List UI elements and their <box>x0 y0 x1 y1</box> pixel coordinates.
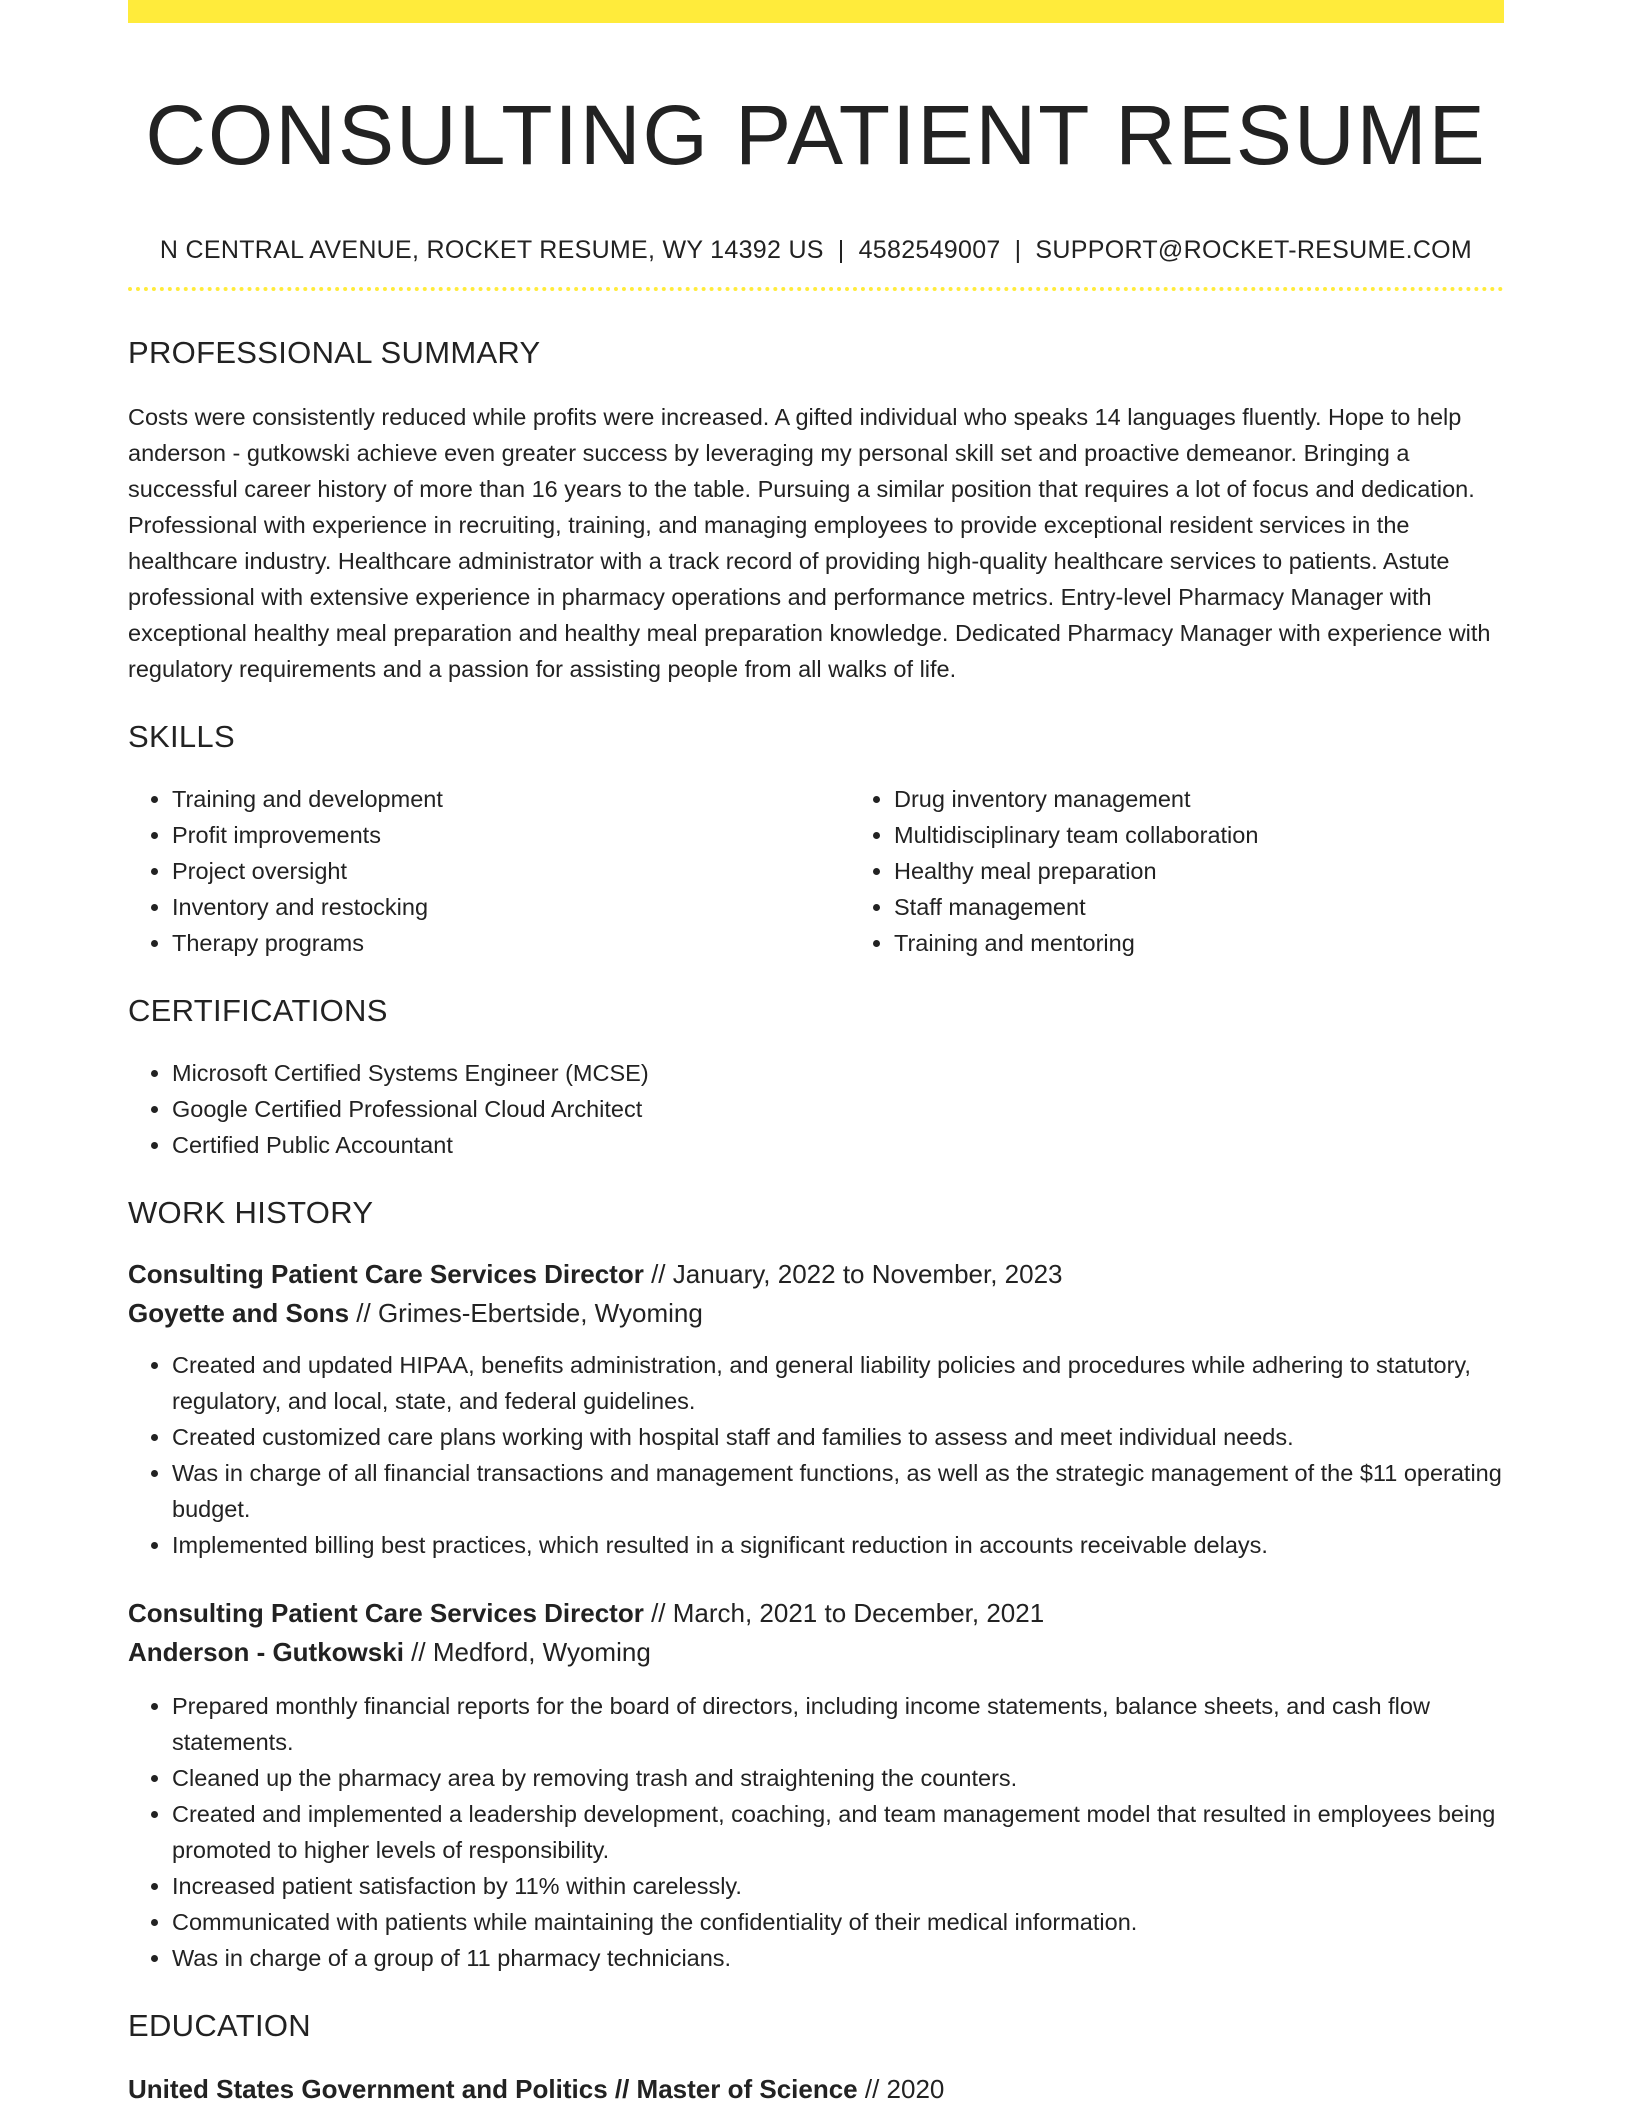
contact-email: SUPPORT@ROCKET-RESUME.COM <box>1035 236 1473 264</box>
job-company-line <box>128 1294 1504 1333</box>
list-item: • Certified Public Accountant <box>172 1127 1504 1163</box>
job-entry-2 <box>128 1594 1504 1976</box>
list-item: • Training and development <box>172 781 850 817</box>
contact-phone: 4582549007 <box>858 236 1001 264</box>
education-heading: EDUCATION <box>128 2008 311 2043</box>
job-title: Consulting Patient Care Services Director <box>128 1598 644 1628</box>
job-bullets <box>128 1347 1504 1563</box>
list-item: • Training and mentoring <box>894 925 1572 961</box>
list-item: • Healthy meal preparation <box>894 853 1572 889</box>
job-dates: // March, 2021 to December, 2021 <box>651 1598 1045 1628</box>
list-item: • Communicated with patients while maintaining the confidentiality of their medical information. <box>172 1904 1504 1940</box>
skills-grid <box>128 757 1504 961</box>
list-item: • Staff management <box>894 889 1572 925</box>
list-item: • Prepared monthly financial reports for the board of directors, including income statements, balance sheets, and cash flow statements. <box>172 1688 1504 1760</box>
list-item: • Cleaned up the pharmacy area by removing trash and straightening the counters. <box>172 1760 1504 1796</box>
certifications-list <box>128 1055 1504 1163</box>
job-dates: // January, 2022 to November, 2023 <box>651 1259 1063 1289</box>
skills-heading: SKILLS <box>128 719 235 754</box>
job-title-line <box>128 1255 1504 1294</box>
skills-list-right <box>850 781 1572 961</box>
dotted-divider <box>128 287 1504 291</box>
job-company-line <box>128 1633 1504 1672</box>
education-year: // 2020 <box>864 2074 945 2104</box>
work-history-heading: WORK HISTORY <box>128 1195 374 1230</box>
list-item: • Created and implemented a leadership development, coaching, and team management model that resulted in employees being promoted to higher levels of responsibility. <box>172 1796 1504 1868</box>
summary-heading: PROFESSIONAL SUMMARY <box>128 335 541 370</box>
list-item: • Therapy programs <box>172 925 850 961</box>
job-title-line <box>128 1594 1504 1633</box>
list-item: • Google Certified Professional Cloud Architect <box>172 1091 1504 1127</box>
contact-separator: | <box>1014 236 1022 264</box>
list-item: • Was in charge of all financial transactions and management functions, as well as the strategic management of the $11 operating budget. <box>172 1455 1504 1527</box>
list-item: • Drug inventory management <box>894 781 1572 817</box>
skills-list-left <box>128 781 850 961</box>
contact-separator: | <box>837 236 845 264</box>
accent-top-bar <box>128 0 1504 23</box>
job-location: // Medford, Wyoming <box>411 1637 651 1667</box>
job-entry-1 <box>128 1255 1504 1563</box>
list-item: • Implemented billing best practices, which resulted in a significant reduction in accounts receivable delays. <box>172 1527 1504 1563</box>
job-title: Consulting Patient Care Services Director <box>128 1259 644 1289</box>
list-item: • Inventory and restocking <box>172 889 850 925</box>
list-item: • Created and updated HIPAA, benefits administration, and general liability policies and procedures while adhering to statutory, regulatory, and local, state, and federal guidelines. <box>172 1347 1504 1419</box>
list-item: • Increased patient satisfaction by 11% within carelessly. <box>172 1868 1504 1904</box>
page-title: CONSULTING PATIENT RESUME <box>145 88 1487 182</box>
education-entry <box>128 2070 1504 2109</box>
list-item: • Project oversight <box>172 853 850 889</box>
contact-line <box>128 235 1504 265</box>
list-item: • Multidisciplinary team collaboration <box>894 817 1572 853</box>
list-item: • Profit improvements <box>172 817 850 853</box>
list-item: • Microsoft Certified Systems Engineer (MCSE) <box>172 1055 1504 1091</box>
resume-content <box>128 23 1504 2109</box>
contact-address: N CENTRAL AVENUE, ROCKET RESUME, WY 14392 US <box>159 236 824 264</box>
list-item: • Was in charge of a group of 11 pharmacy technicians. <box>172 1940 1504 1976</box>
job-bullets <box>128 1688 1504 1976</box>
job-company: Goyette and Sons <box>128 1298 350 1328</box>
job-location: // Grimes-Ebertside, Wyoming <box>356 1298 703 1328</box>
job-company: Anderson - Gutkowski <box>128 1637 404 1667</box>
education-degree: United States Government and Politics // Master of Science <box>128 2074 858 2104</box>
list-item: • Created customized care plans working with hospital staff and families to assess and meet individual needs. <box>172 1419 1504 1455</box>
certifications-heading: CERTIFICATIONS <box>128 993 388 1028</box>
summary-text: Costs were consistently reduced while profits were increased. A gifted individual who speaks 14 languages fluently. Hope to help anderson - gutkowski achieve even greater success by leveraging my personal skill set and proactive demeanor. Bringing a successful career history of more than 16 years to the table. Pursuing a similar position that requires a lot of focus and dedication. Professional with experience in recruiting, training, and managing employees to provide exceptional resident services in the healthcare industry. Healthcare administrator with a track record of providing high-quality healthcare services to patients. Astute professional with extensive experience in pharmacy operations and performance metrics. Entry-level Pharmacy Manager with exceptional healthy meal preparation and healthy meal preparation knowledge. Dedicated Pharmacy Manager with experience with regulatory requirements and a passion for assisting people from all walks of life. <box>128 404 1491 682</box>
